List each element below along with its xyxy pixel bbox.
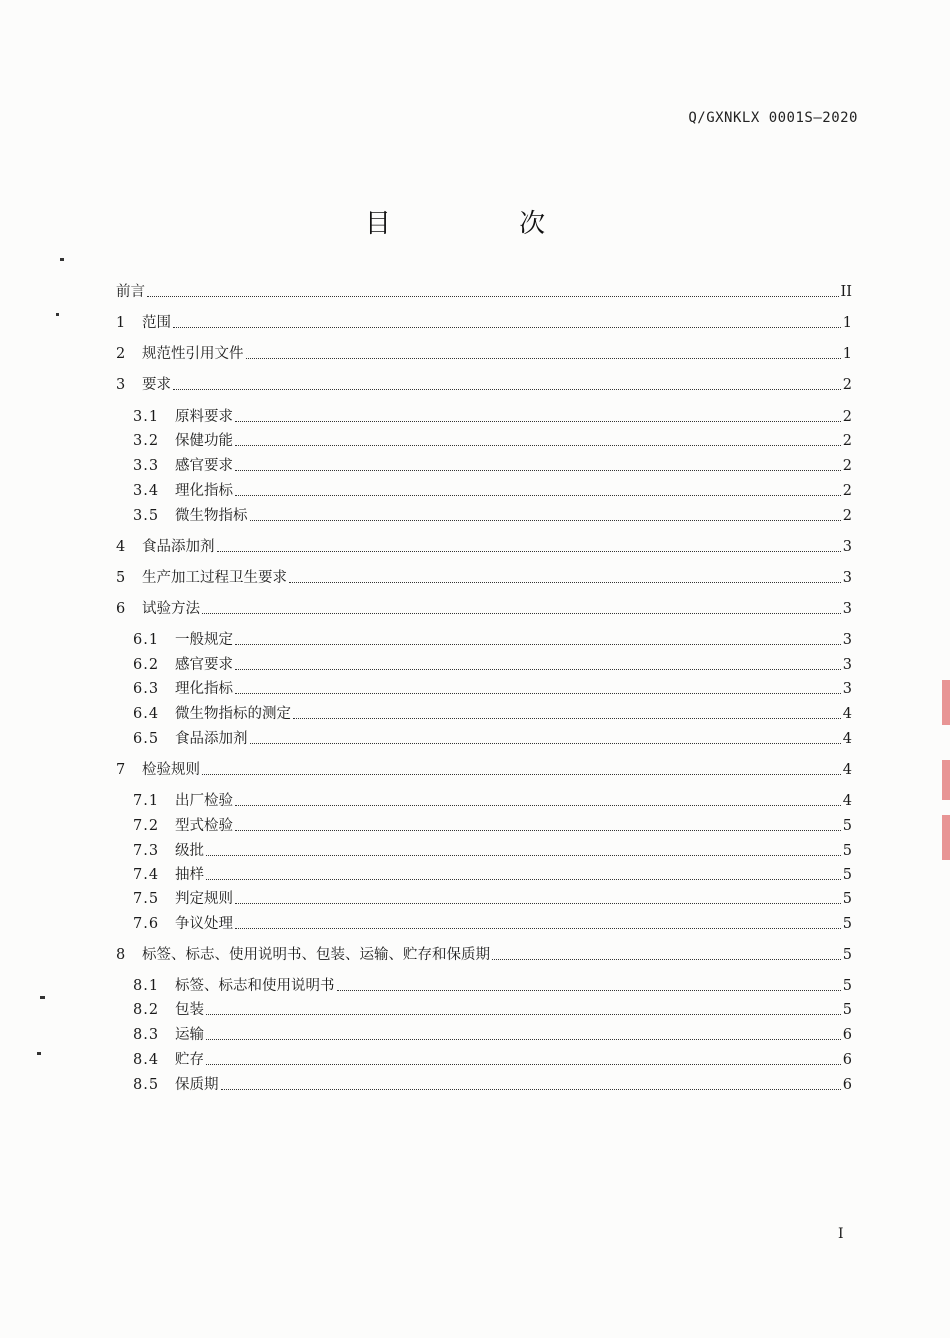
toc-entry[interactable] bbox=[133, 678, 852, 700]
toc-entry-label: 级批 bbox=[175, 843, 204, 859]
dot-leader bbox=[202, 613, 841, 614]
toc-entry-label: 试验方法 bbox=[142, 601, 200, 617]
toc-entry[interactable] bbox=[133, 728, 852, 750]
toc-entry-label: 标签、标志、使用说明书、包装、运输、贮存和保质期 bbox=[142, 947, 490, 963]
dot-leader bbox=[235, 903, 841, 904]
toc-entry[interactable] bbox=[133, 815, 852, 837]
document-code: Q/GXNKLX 0001S—2020 bbox=[688, 110, 858, 126]
toc-entry[interactable] bbox=[133, 654, 852, 676]
toc-entry-number: 1 bbox=[116, 315, 126, 331]
toc-entry-label: 食品添加剂 bbox=[175, 731, 248, 747]
dot-leader bbox=[206, 1039, 841, 1040]
red-stamp-edge bbox=[942, 760, 950, 800]
toc-entry[interactable] bbox=[133, 1049, 852, 1071]
toc-entry[interactable] bbox=[116, 536, 852, 558]
toc-entry-page: 5 bbox=[842, 843, 852, 859]
toc-entry-number: 3.3 bbox=[133, 458, 160, 474]
toc-entry[interactable] bbox=[133, 703, 852, 725]
toc-entry-number: 8.4 bbox=[133, 1052, 160, 1068]
toc-entry[interactable] bbox=[133, 790, 852, 812]
toc-entry-number: 6.1 bbox=[133, 632, 160, 648]
toc-entry-number: 6.4 bbox=[133, 706, 160, 722]
toc-entry-number: 7 bbox=[116, 762, 126, 778]
dot-leader bbox=[235, 421, 841, 422]
toc-entry-page: 3 bbox=[842, 570, 852, 586]
toc-entry-number: 7.4 bbox=[133, 867, 160, 883]
toc-entry[interactable] bbox=[133, 864, 852, 886]
toc-entry-page: 2 bbox=[842, 409, 852, 425]
dot-leader bbox=[206, 879, 841, 880]
toc-entry-page: 3 bbox=[842, 681, 852, 697]
dot-leader bbox=[173, 327, 841, 328]
toc-entry-number: 7.3 bbox=[133, 843, 160, 859]
toc-entry-label: 生产加工过程卫生要求 bbox=[142, 570, 287, 586]
toc-entry-label: 运输 bbox=[175, 1027, 204, 1043]
dot-leader bbox=[250, 743, 841, 744]
red-stamp-edge bbox=[942, 815, 950, 860]
toc-entry-page: 4 bbox=[842, 731, 852, 747]
dot-leader bbox=[206, 1014, 841, 1015]
dot-leader bbox=[235, 693, 841, 694]
scan-mark bbox=[60, 258, 64, 261]
toc-entry-label: 包装 bbox=[175, 1002, 204, 1018]
dot-leader bbox=[147, 296, 839, 297]
toc-entry[interactable] bbox=[133, 999, 852, 1021]
toc-entry-label: 判定规则 bbox=[175, 891, 233, 907]
scan-mark bbox=[37, 1052, 41, 1055]
toc-entry[interactable] bbox=[133, 505, 852, 527]
dot-leader bbox=[202, 774, 841, 775]
toc-entry-number: 6.5 bbox=[133, 731, 160, 747]
toc-entry[interactable] bbox=[116, 759, 852, 781]
toc-entry-label: 范围 bbox=[142, 315, 171, 331]
toc-entry[interactable] bbox=[116, 944, 852, 966]
toc-entry-label: 原料要求 bbox=[175, 409, 233, 425]
toc-entry-page: 2 bbox=[842, 377, 852, 393]
toc-entry-label: 感官要求 bbox=[175, 657, 233, 673]
toc-entry-page: 4 bbox=[842, 793, 852, 809]
red-stamp-edge bbox=[942, 680, 950, 725]
toc-entry-label: 微生物指标 bbox=[175, 508, 248, 524]
toc-entry-label: 感官要求 bbox=[175, 458, 233, 474]
toc-entry-page: 1 bbox=[842, 315, 852, 331]
toc-entry-page: II bbox=[840, 284, 852, 300]
toc-entry-page: 4 bbox=[842, 706, 852, 722]
toc-entry-page: 3 bbox=[842, 601, 852, 617]
toc-entry-number: 6.3 bbox=[133, 681, 160, 697]
toc-entry-page: 4 bbox=[842, 762, 852, 778]
dot-leader bbox=[289, 582, 841, 583]
toc-entry-page: 3 bbox=[842, 539, 852, 555]
toc-entry-page: 5 bbox=[842, 947, 852, 963]
toc-entry[interactable] bbox=[133, 840, 852, 862]
toc-entry-number: 7.1 bbox=[133, 793, 160, 809]
toc-entry-label: 前言 bbox=[116, 284, 145, 300]
toc-entry-page: 2 bbox=[842, 483, 852, 499]
toc-entry-number: 6.2 bbox=[133, 657, 160, 673]
toc-entry[interactable] bbox=[133, 975, 852, 997]
toc-entry-page: 5 bbox=[842, 818, 852, 834]
toc-entry-page: 5 bbox=[842, 891, 852, 907]
toc-entry-page: 3 bbox=[842, 632, 852, 648]
toc-entry-number: 6 bbox=[116, 601, 126, 617]
dot-leader bbox=[235, 669, 841, 670]
dot-leader bbox=[221, 1089, 841, 1090]
toc-entry-label: 争议处理 bbox=[175, 916, 233, 932]
toc-entry[interactable] bbox=[133, 455, 852, 477]
toc-entry-label: 理化指标 bbox=[175, 483, 233, 499]
toc-entry-number: 8 bbox=[116, 947, 126, 963]
toc-entry-number: 8.2 bbox=[133, 1002, 160, 1018]
scan-mark bbox=[40, 996, 45, 999]
toc-entry[interactable] bbox=[133, 913, 852, 935]
dot-leader bbox=[235, 928, 841, 929]
toc-entry-number: 7.6 bbox=[133, 916, 160, 932]
toc-entry-label: 出厂检验 bbox=[175, 793, 233, 809]
toc-entry-page: 5 bbox=[842, 916, 852, 932]
toc-entry[interactable] bbox=[133, 1024, 852, 1046]
toc-entry-page: 3 bbox=[842, 657, 852, 673]
toc-entry-label: 食品添加剂 bbox=[142, 539, 215, 555]
toc-entry-label: 检验规则 bbox=[142, 762, 200, 778]
toc-entry[interactable] bbox=[133, 406, 852, 428]
dot-leader bbox=[206, 1064, 841, 1065]
toc-entry-page: 6 bbox=[842, 1027, 852, 1043]
toc-entry-number: 8.3 bbox=[133, 1027, 160, 1043]
toc-entry-number: 7.5 bbox=[133, 891, 160, 907]
dot-leader bbox=[337, 990, 841, 991]
toc-entry[interactable] bbox=[116, 281, 852, 303]
toc-entry-label: 一般规定 bbox=[175, 632, 233, 648]
toc-entry[interactable] bbox=[116, 567, 852, 589]
dot-leader bbox=[235, 445, 841, 446]
toc-entry-page: 2 bbox=[842, 458, 852, 474]
scan-mark bbox=[56, 313, 59, 316]
toc-entry[interactable] bbox=[133, 629, 852, 651]
dot-leader bbox=[293, 718, 841, 719]
toc-entry-page: 2 bbox=[842, 433, 852, 449]
toc-entry-label: 标签、标志和使用说明书 bbox=[175, 978, 335, 994]
toc-entry[interactable] bbox=[116, 312, 852, 334]
toc-entry-page: 2 bbox=[842, 508, 852, 524]
toc-entry-page: 5 bbox=[842, 1002, 852, 1018]
toc-entry-label: 型式检验 bbox=[175, 818, 233, 834]
toc-entry-number: 3.1 bbox=[133, 409, 160, 425]
toc-entry-page: 1 bbox=[842, 346, 852, 362]
dot-leader bbox=[246, 358, 841, 359]
toc-entry[interactable] bbox=[133, 1074, 852, 1096]
toc-entry-label: 要求 bbox=[142, 377, 171, 393]
dot-leader bbox=[217, 551, 841, 552]
dot-leader bbox=[235, 830, 841, 831]
toc-entry-number: 8.5 bbox=[133, 1077, 160, 1093]
toc-entry-number: 8.1 bbox=[133, 978, 160, 994]
toc-entry-number: 7.2 bbox=[133, 818, 160, 834]
toc-entry-page: 5 bbox=[842, 978, 852, 994]
toc-entry[interactable] bbox=[133, 430, 852, 452]
dot-leader bbox=[235, 644, 841, 645]
toc-entry-label: 保质期 bbox=[175, 1077, 219, 1093]
toc-entry-label: 贮存 bbox=[175, 1052, 204, 1068]
toc-entry[interactable] bbox=[116, 343, 852, 365]
dot-leader bbox=[492, 959, 841, 960]
toc-entry-page: 6 bbox=[842, 1052, 852, 1068]
dot-leader bbox=[250, 520, 841, 521]
toc-entry[interactable] bbox=[116, 374, 852, 396]
toc-entry-label: 微生物指标的测定 bbox=[175, 706, 291, 722]
dot-leader bbox=[173, 389, 841, 390]
toc-entry-page: 6 bbox=[842, 1077, 852, 1093]
toc-entry-number: 3.4 bbox=[133, 483, 160, 499]
toc-entry[interactable] bbox=[116, 598, 852, 620]
toc-entry-label: 抽样 bbox=[175, 867, 204, 883]
toc-entry-number: 3 bbox=[116, 377, 126, 393]
toc-entry-number: 3.2 bbox=[133, 433, 160, 449]
toc-entry[interactable] bbox=[133, 888, 852, 910]
toc-entry[interactable] bbox=[133, 480, 852, 502]
toc-entry-number: 3.5 bbox=[133, 508, 160, 524]
toc-entry-number: 2 bbox=[116, 346, 126, 362]
toc-title: 目 次 bbox=[364, 209, 606, 239]
dot-leader bbox=[206, 855, 841, 856]
dot-leader bbox=[235, 805, 841, 806]
toc-entry-label: 规范性引用文件 bbox=[142, 346, 244, 362]
toc-entry-page: 5 bbox=[842, 867, 852, 883]
dot-leader bbox=[235, 495, 841, 496]
dot-leader bbox=[235, 470, 841, 471]
toc-entry-label: 保健功能 bbox=[175, 433, 233, 449]
toc-entry-label: 理化指标 bbox=[175, 681, 233, 697]
toc-entry-number: 4 bbox=[116, 539, 126, 555]
page-number: I bbox=[838, 1226, 844, 1242]
toc-entry-number: 5 bbox=[116, 570, 126, 586]
